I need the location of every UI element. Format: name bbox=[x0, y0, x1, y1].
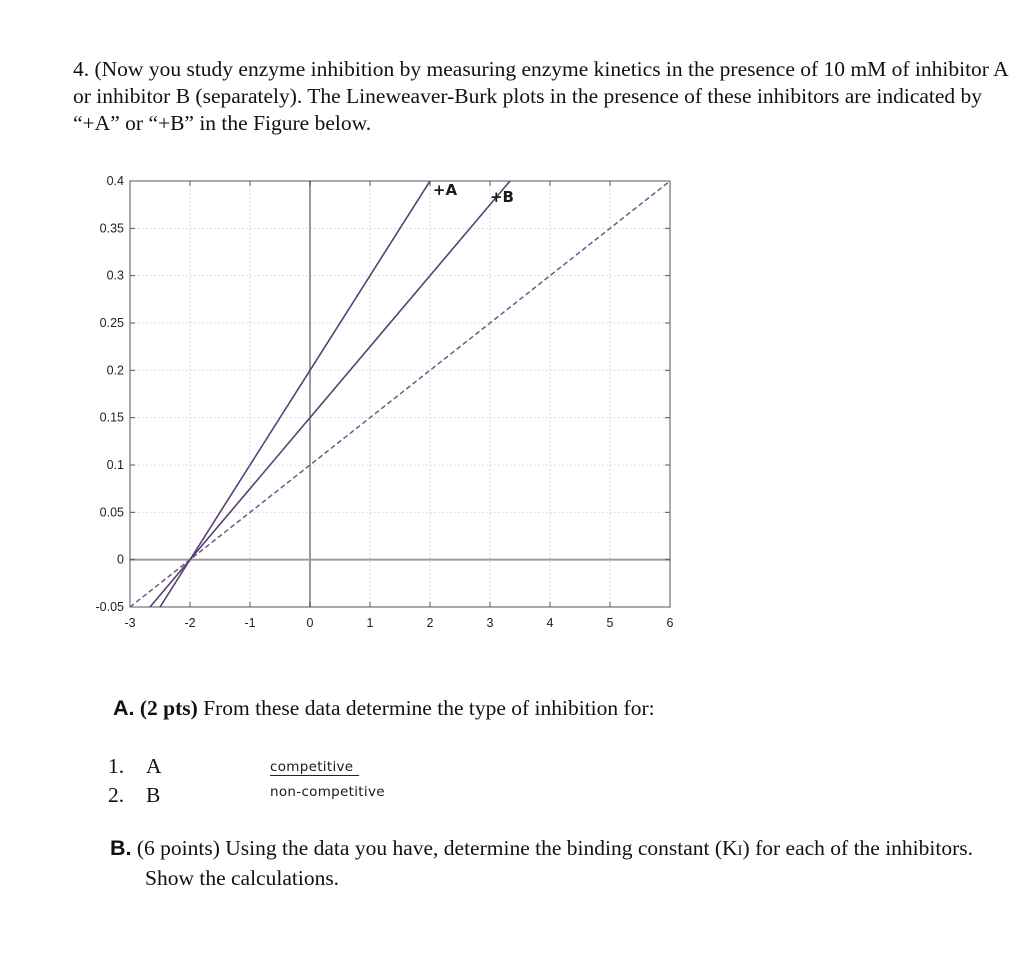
part-a-label: A. bbox=[113, 696, 135, 720]
part-a-points: (2 pts) bbox=[139, 696, 198, 720]
x-tick-label: 2 bbox=[426, 616, 434, 630]
y-tick-label: 0.35 bbox=[99, 221, 124, 236]
handwritten-answer-b: non-competitive bbox=[270, 784, 385, 800]
x-tick-label: -2 bbox=[184, 616, 196, 630]
annotation-label: +A bbox=[432, 181, 458, 200]
item-number: 2. bbox=[108, 783, 125, 807]
lineweaver-burk-chart bbox=[78, 170, 678, 640]
answer-item-b bbox=[108, 781, 448, 810]
item-label: B bbox=[146, 783, 161, 807]
item-number: 1. bbox=[108, 754, 125, 778]
y-tick-label: 0.25 bbox=[99, 316, 124, 330]
y-tick-label: 0.2 bbox=[106, 363, 124, 378]
item-label: A bbox=[146, 754, 162, 778]
part-b-text-after: ) for each of the inhibitors. Show the calculations. bbox=[145, 836, 973, 890]
x-tick-label: 6 bbox=[666, 616, 674, 630]
answer-item-a bbox=[108, 752, 448, 781]
part-b bbox=[110, 835, 1024, 892]
y-tick-label: 0.1 bbox=[106, 458, 124, 472]
y-tick-label: 0.05 bbox=[99, 505, 124, 520]
part-a-text: From these data determine the type of inhibition for: bbox=[203, 696, 655, 720]
x-tick-label: 4 bbox=[546, 616, 554, 630]
handwritten-answer-a: competitive bbox=[270, 760, 359, 776]
y-tick-label: -0.05 bbox=[95, 600, 124, 614]
x-tick-label: -1 bbox=[244, 616, 256, 630]
x-tick-label: 1 bbox=[366, 616, 374, 630]
y-tick-label: 0 bbox=[117, 552, 124, 567]
x-tick-label: 3 bbox=[486, 616, 494, 630]
part-b-text-before: (6 points) Using the data you have, determine the binding constant (K bbox=[136, 836, 738, 860]
y-tick-label: 0.4 bbox=[106, 174, 124, 188]
x-tick-label: 0 bbox=[306, 616, 314, 630]
part-a bbox=[113, 696, 655, 721]
chart-svg bbox=[78, 170, 678, 640]
question-text: 4. (Now you study enzyme inhibition by measuring enzyme kinetics in the presence of 10 mM of inhibitor A or inhibitor B (separately). The Lineweaver-Burk plots in the presence of these inhibitors are indicated by “+A” or “+B” in the Figure below. bbox=[73, 57, 1008, 135]
x-tick-label: -3 bbox=[124, 616, 136, 630]
part-b-subscript: I bbox=[737, 843, 743, 859]
y-tick-label: 0.15 bbox=[99, 410, 124, 425]
part-b-label: B. bbox=[110, 836, 132, 860]
answer-list bbox=[108, 752, 448, 810]
y-tick-label: 0.3 bbox=[106, 268, 124, 283]
annotation-label: +B bbox=[489, 187, 515, 206]
x-tick-label: 5 bbox=[606, 616, 614, 630]
